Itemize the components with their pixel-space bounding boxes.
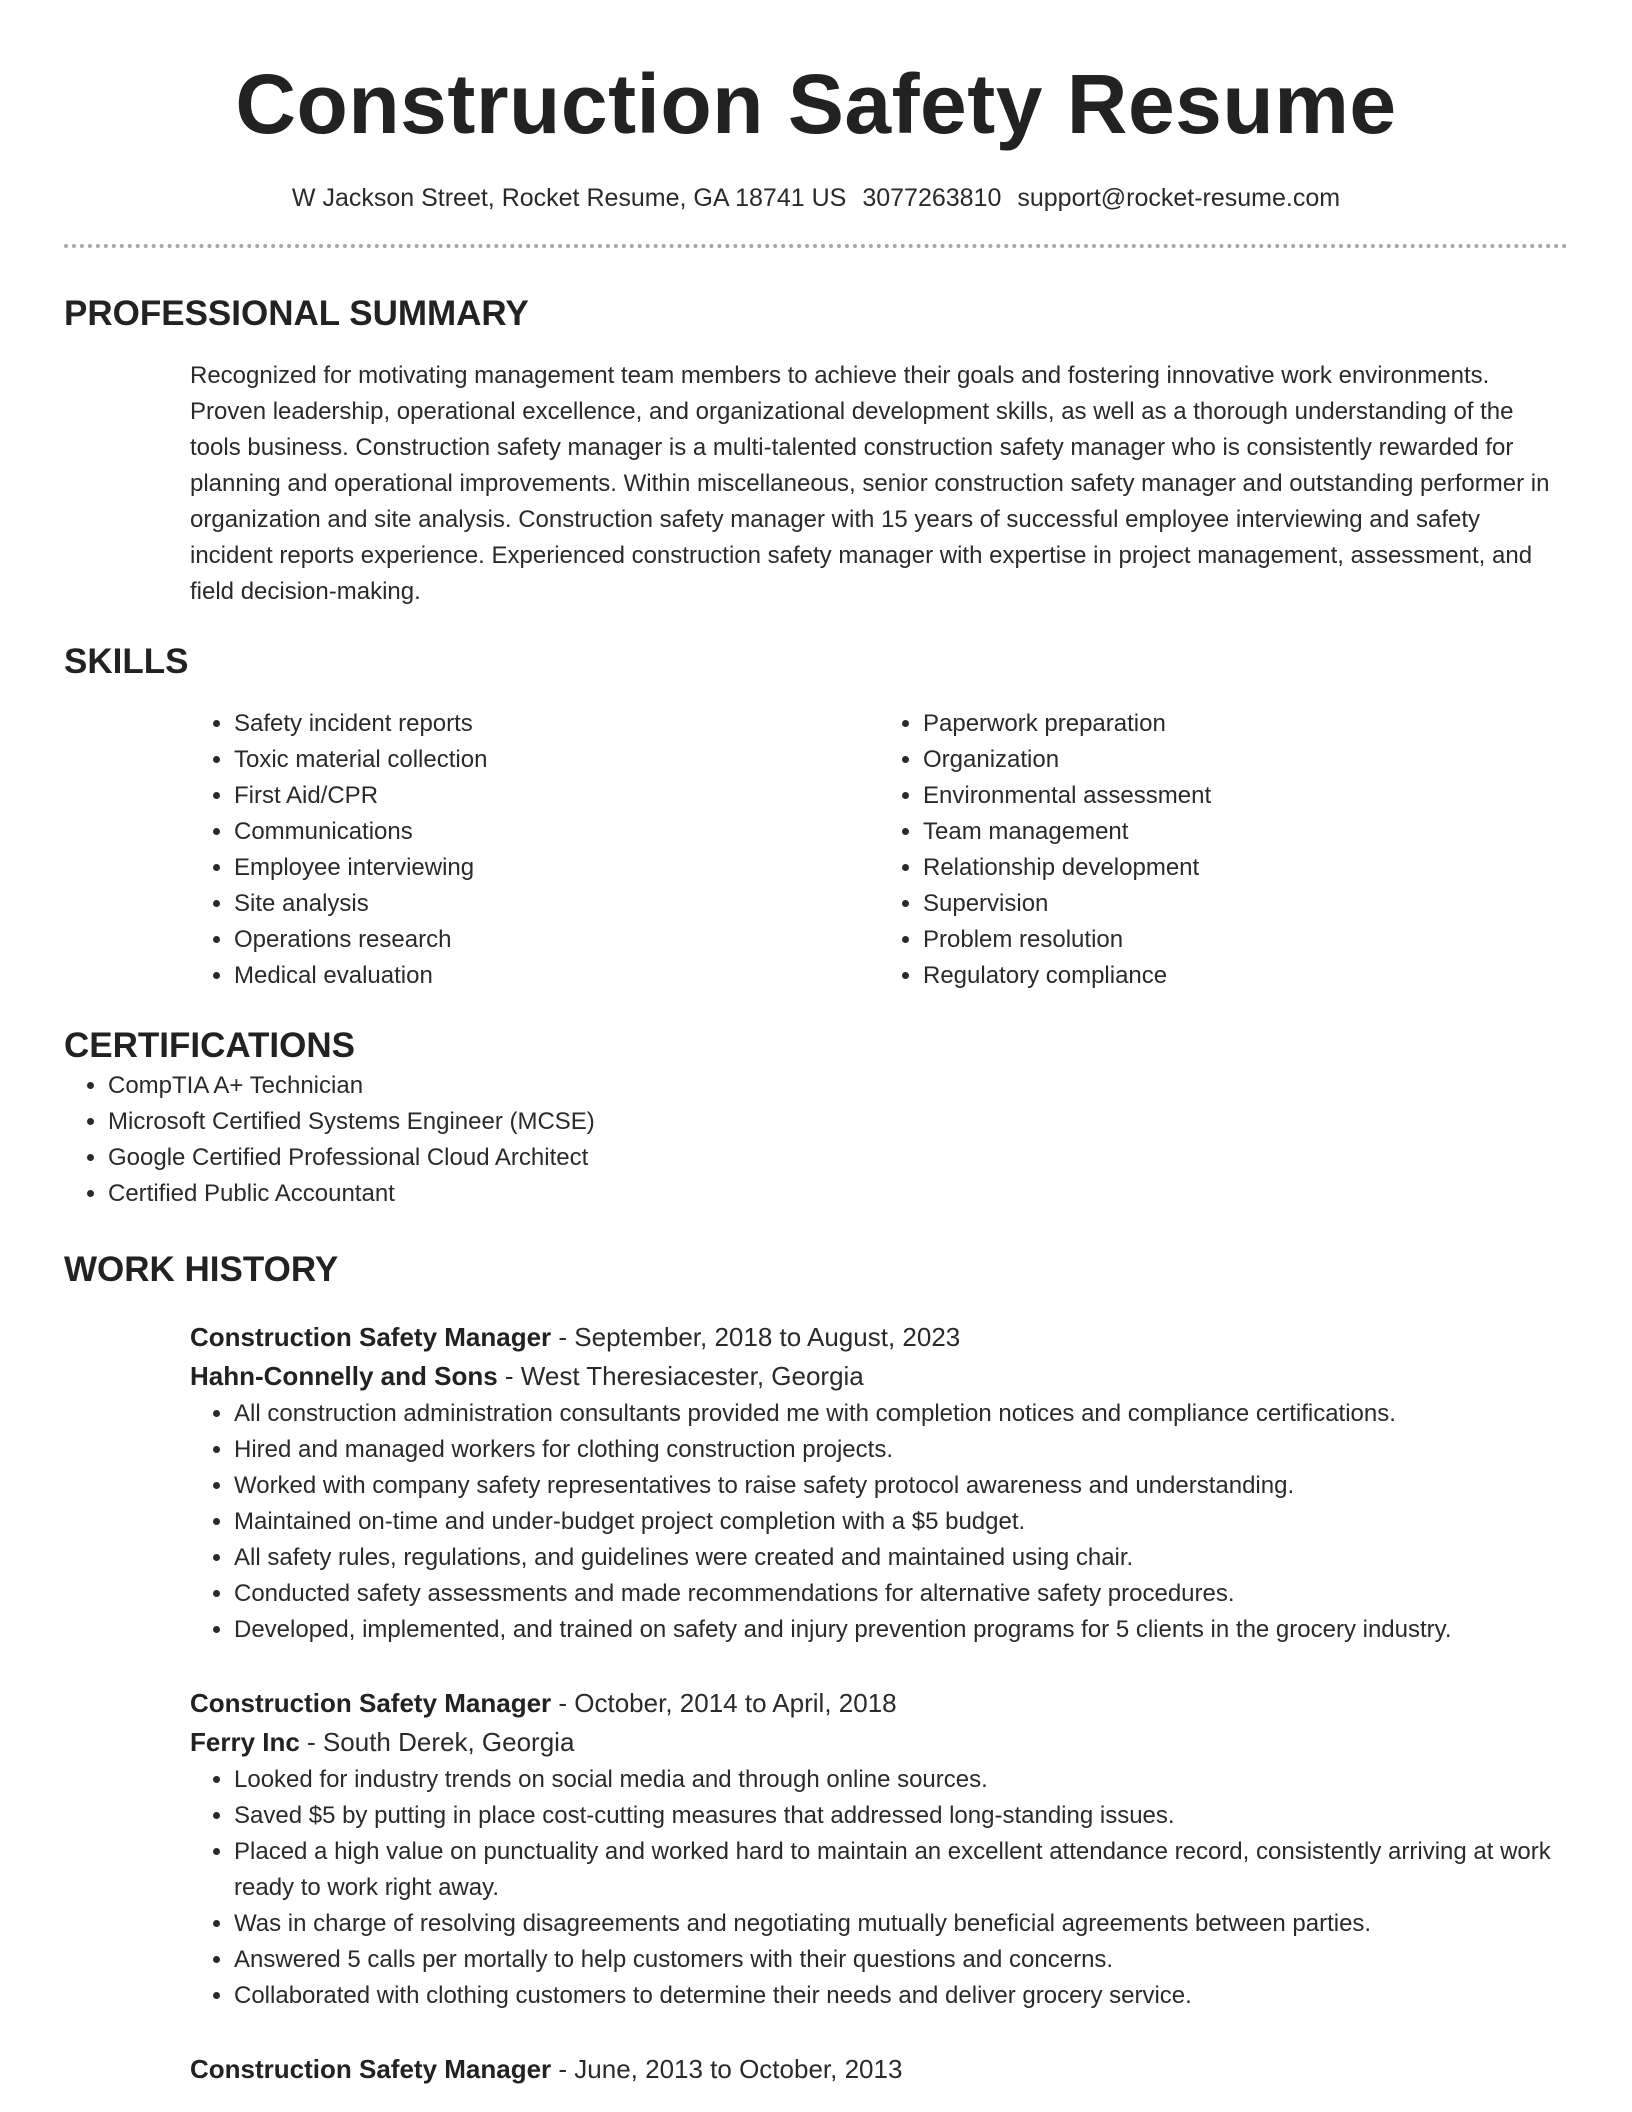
certification-item: • Microsoft Certified Systems Engineer (MCSE) (108, 1104, 1568, 1140)
job-role: Construction Safety Manager (190, 1688, 552, 1718)
skill-item: • First Aid/CPR (234, 778, 879, 814)
skill-item: • Organization (923, 742, 1568, 778)
job-duty: • All construction administration consultants provided me with completion notices and compliance certifications. (234, 1396, 1568, 1432)
job-duty: • Looked for industry trends on social media and through online sources. (234, 1762, 1568, 1798)
job-duty: • Saved $5 by putting in place cost-cutting measures that addressed long-standing issues. (234, 1798, 1568, 1834)
job-location: - West Theresiacester, Georgia (497, 1361, 864, 1391)
job-duty: • Answered 5 calls per mortally to help customers with their questions and concerns. (234, 1942, 1568, 1978)
job-role: Construction Safety Manager (190, 1322, 552, 1352)
skill-item: • Communications (234, 814, 879, 850)
certification-item: • Certified Public Accountant (108, 1176, 1568, 1212)
certifications-list (64, 1068, 1568, 1212)
job-title-line (190, 2050, 1568, 2089)
skill-item: • Relationship development (923, 850, 1568, 886)
certifications-heading: CERTIFICATIONS (64, 1026, 356, 1065)
summary-heading: PROFESSIONAL SUMMARY (64, 294, 529, 333)
skill-item: • Environmental assessment (923, 778, 1568, 814)
summary-section (64, 292, 1568, 610)
skills-section (64, 640, 1568, 994)
job-dates: - October, 2014 to April, 2018 (551, 1688, 897, 1718)
contact-email: support@rocket-resume.com (1017, 184, 1341, 212)
contact-phone: 3077263810 (862, 184, 1002, 212)
certification-item: • Google Certified Professional Cloud Architect (108, 1140, 1568, 1176)
header-divider (64, 244, 1568, 248)
skill-item: • Medical evaluation (234, 958, 879, 994)
job-company: Hahn-Connelly and Sons (190, 1361, 498, 1391)
skill-item: • Paperwork preparation (923, 706, 1568, 742)
job-duty: • Developed, implemented, and trained on safety and injury prevention programs for 5 clients in the grocery industry. (234, 1612, 1568, 1648)
skill-item: • Site analysis (234, 886, 879, 922)
job-location: - South Derek, Georgia (299, 1727, 575, 1757)
job-title-line (190, 1684, 1568, 1723)
resume-title: Construction Safety Resume (235, 57, 1397, 151)
certification-item: • CompTIA A+ Technician (108, 1068, 1568, 1104)
skill-item: • Supervision (923, 886, 1568, 922)
job-duty: • All safety rules, regulations, and guidelines were created and maintained using chair. (234, 1540, 1568, 1576)
contact-line (64, 182, 1568, 214)
job-dates: - June, 2013 to October, 2013 (551, 2054, 903, 2084)
skills-grid (190, 706, 1568, 994)
skills-list-right (879, 706, 1568, 994)
skills-list-left (190, 706, 879, 994)
job-entry (190, 1684, 1568, 2014)
job-duty: • Collaborated with clothing customers to determine their needs and deliver grocery service. (234, 1978, 1568, 2014)
skills-heading: SKILLS (64, 642, 189, 681)
job-duty: • Conducted safety assessments and made recommendations for alternative safety procedures. (234, 1576, 1568, 1612)
job-duty: • Maintained on-time and under-budget project completion with a $5 budget. (234, 1504, 1568, 1540)
job-company-line (190, 1723, 1568, 1762)
work-history-heading: WORK HISTORY (64, 1250, 339, 1289)
contact-address: W Jackson Street, Rocket Resume, GA 18741 US (291, 184, 847, 212)
job-duty: • Placed a high value on punctuality and worked hard to maintain an excellent attendance record, consistently arriving at work ready to work right away. (234, 1834, 1568, 1906)
job-duty: • Worked with company safety representatives to raise safety protocol awareness and understanding. (234, 1468, 1568, 1504)
job-duty: • Hired and managed workers for clothing construction projects. (234, 1432, 1568, 1468)
job-entry (190, 1318, 1568, 1648)
skill-item: • Safety incident reports (234, 706, 879, 742)
skill-item: • Toxic material collection (234, 742, 879, 778)
summary-text: Recognized for motivating management team members to achieve their goals and fostering innovative work environments. Proven leadership, operational excellence, and organizational development skills, as well as a thorough understanding of the tools business. Construction safety manager is a multi-talented construction safety manager who is consistently rewarded for planning and operational improvements. Within miscellaneous, senior construction safety manager and outstanding performer in organization and site analysis. Construction safety manager with 15 years of successful employee interviewing and safety incident reports experience. Experienced construction safety manager with expertise in project management, assessment, and field decision-making. (190, 362, 1550, 605)
skill-item: • Employee interviewing (234, 850, 879, 886)
work-history-section (64, 1248, 1568, 2089)
skill-item: • Problem resolution (923, 922, 1568, 958)
job-duties-list (190, 1396, 1568, 1648)
skill-item: • Team management (923, 814, 1568, 850)
job-company-line (190, 1357, 1568, 1396)
skill-item: • Regulatory compliance (923, 958, 1568, 994)
job-title-line (190, 1318, 1568, 1357)
job-company: Ferry Inc (190, 1727, 300, 1757)
job-duty: • Was in charge of resolving disagreements and negotiating mutually beneficial agreements between parties. (234, 1906, 1568, 1942)
job-role: Construction Safety Manager (190, 2054, 552, 2084)
job-duties-list (190, 1762, 1568, 2014)
skill-item: • Operations research (234, 922, 879, 958)
job-dates: - September, 2018 to August, 2023 (551, 1322, 961, 1352)
job-entry (190, 2050, 1568, 2089)
certifications-section (64, 1024, 1568, 1212)
